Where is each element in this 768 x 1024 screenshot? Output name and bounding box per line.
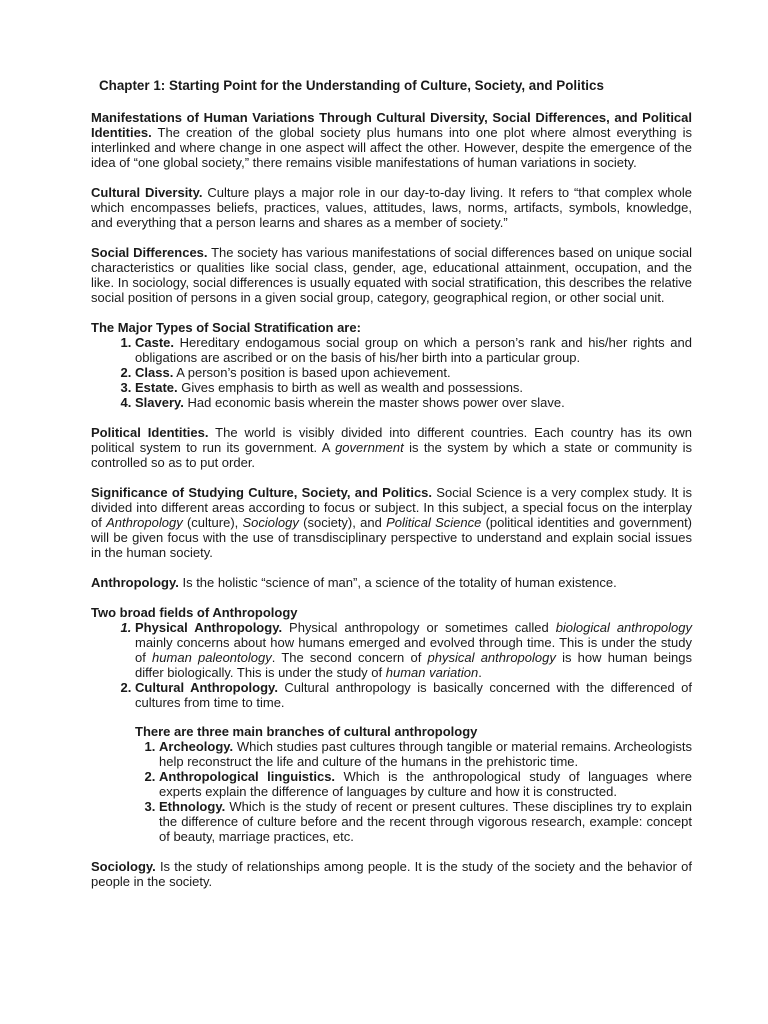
list-item: [135, 680, 692, 710]
fields-list: [91, 620, 692, 710]
manifestations-heading: Manifestations of Human Variations Through Cultural Diversity, Social Differences, and Political Identities.: [91, 110, 692, 140]
item-text: mainly concerns about how humans emerged and evolved through time. This is under the study of: [135, 635, 692, 665]
italic-term: human paleontology: [152, 650, 272, 665]
item-term: Caste.: [135, 335, 175, 350]
anthropology-heading: Anthropology.: [91, 575, 179, 590]
item-text: Which is the study of recent or present cultures. These disciplines try to explain the difference of culture before and the recent through vigorous research, example: concept of beauty, marriage practices, etc.: [159, 799, 692, 844]
sociology-heading: Sociology.: [91, 859, 156, 874]
significance-text: (political identities and government) will be given focus with the use of transdisciplinary perspective to understand and explain social issues in the human society.: [91, 515, 693, 560]
stratification-heading: The Major Types of Social Stratification are:: [91, 320, 361, 335]
list-item: [135, 620, 692, 680]
item-term: Estate.: [135, 380, 178, 395]
stratification-list: [91, 335, 692, 410]
manifestations-body: The creation of the global society plus humans into one plot where almost everything is interlinked and where change in one aspect will affect the other. However, despite the emergence of the idea of “one global society,” there remains visible manifestations of human variations in society.: [91, 125, 692, 170]
item-text: Had economic basis wherein the master shows power over slave.: [183, 395, 565, 410]
anthropology-term: Anthropology: [106, 515, 183, 530]
social-differences-heading: Social Differences.: [91, 245, 208, 260]
item-term: Physical Anthropology.: [135, 620, 283, 635]
item-text: Cultural anthropology is basically concerned with the differenced of cultures from time to time.: [135, 680, 693, 710]
item-text: Which studies past cultures through tangible or material remains. Archeologists help reconstruct the life and culture of the humans in the prehistoric time.: [159, 739, 692, 769]
item-text: A person’s position is based upon achievement.: [173, 365, 451, 380]
sociology-body: Is the study of relationships among people. It is the study of the society and the behavior of people in the society.: [91, 859, 692, 889]
cultural-diversity-heading: Cultural Diversity.: [91, 185, 203, 200]
item-term: Cultural Anthropology.: [135, 680, 278, 695]
branches-heading: There are three main branches of cultural anthropology: [135, 724, 478, 739]
item-text: .: [478, 665, 482, 680]
branches-list: [91, 739, 692, 844]
item-text: Gives emphasis to birth as well as wealth and possessions.: [177, 380, 524, 395]
cultural-diversity-paragraph: [91, 185, 692, 230]
political-science-term: Political Science: [386, 515, 482, 530]
branches-section: [91, 724, 692, 844]
sociology-paragraph: [91, 859, 692, 889]
significance-heading: Significance of Studying Culture, Society, and Politics.: [91, 485, 433, 500]
item-text: Which is the anthropological study of languages where experts explain the difference of languages by culture and how it is constructed.: [159, 769, 692, 799]
item-term: Slavery.: [135, 395, 184, 410]
item-term: Anthropological linguistics.: [159, 769, 336, 784]
sociology-term: Sociology: [242, 515, 299, 530]
list-item: [135, 335, 692, 365]
chapter-title: Chapter 1: Starting Point for the Understanding of Culture, Society, and Politics: [99, 78, 604, 93]
cultural-diversity-body: Culture plays a major role in our day-to-day living. It refers to “that complex whole which encompasses beliefs, practices, values, attitudes, laws, norms, artifacts, symbols, knowledge, and everything that a person learns and shares as a member of society.”: [91, 185, 693, 230]
item-text: is how human beings differ biologically. This is under the study of: [135, 650, 692, 680]
list-item: [159, 739, 692, 769]
government-term: government: [335, 440, 404, 455]
item-term: Class.: [135, 365, 174, 380]
anthropology-body: Is the holistic “science of man”, a science of the totality of human existence.: [178, 575, 617, 590]
item-text: Physical anthropology or sometimes called: [282, 620, 556, 635]
significance-text: (culture),: [182, 515, 243, 530]
list-item: [135, 365, 692, 380]
list-item: [135, 395, 692, 410]
political-identities-text: The world is visibly divided into different countries. Each country has its own political system to run its government. A: [91, 425, 692, 455]
political-identities-heading: Political Identities.: [91, 425, 209, 440]
item-text: Hereditary endogamous social group on which a person’s rank and his/her rights and obligations are ascribed or on the basis of his/her birth into a particular group.: [135, 335, 692, 365]
anthropology-paragraph: [91, 575, 692, 590]
fields-heading: Two broad fields of Anthropology: [91, 605, 298, 620]
italic-term: human variation: [385, 665, 479, 680]
list-item: [159, 799, 692, 844]
list-item: [159, 769, 692, 799]
item-term: Archeology.: [159, 739, 234, 754]
manifestations-paragraph: [91, 110, 692, 170]
social-differences-body: The society has various manifestations of social differences based on unique social characteristics or qualities like social class, gender, age, educational attainment, occupation, and the like. In sociology, social differences is usually equated with social stratification, this describes the relative social position of persons in a given social group, category, geographical region, or other social unit.: [91, 245, 692, 305]
significance-text: Social Science is a very complex study. It is divided into different areas according to focus or subject. In this subject, a special focus on the interplay of: [91, 485, 693, 530]
italic-term: physical anthropology: [427, 650, 556, 665]
list-item: [135, 380, 692, 395]
social-differences-paragraph: [91, 245, 692, 305]
significance-text: (society), and: [298, 515, 387, 530]
significance-paragraph: [91, 485, 692, 560]
item-term: Ethnology.: [159, 799, 226, 814]
item-text: . The second concern of: [271, 650, 428, 665]
political-identities-text: is the system by which a state or community is controlled so as to put order.: [91, 440, 692, 470]
political-identities-paragraph: [91, 425, 692, 470]
italic-term: biological anthropology: [555, 620, 693, 635]
